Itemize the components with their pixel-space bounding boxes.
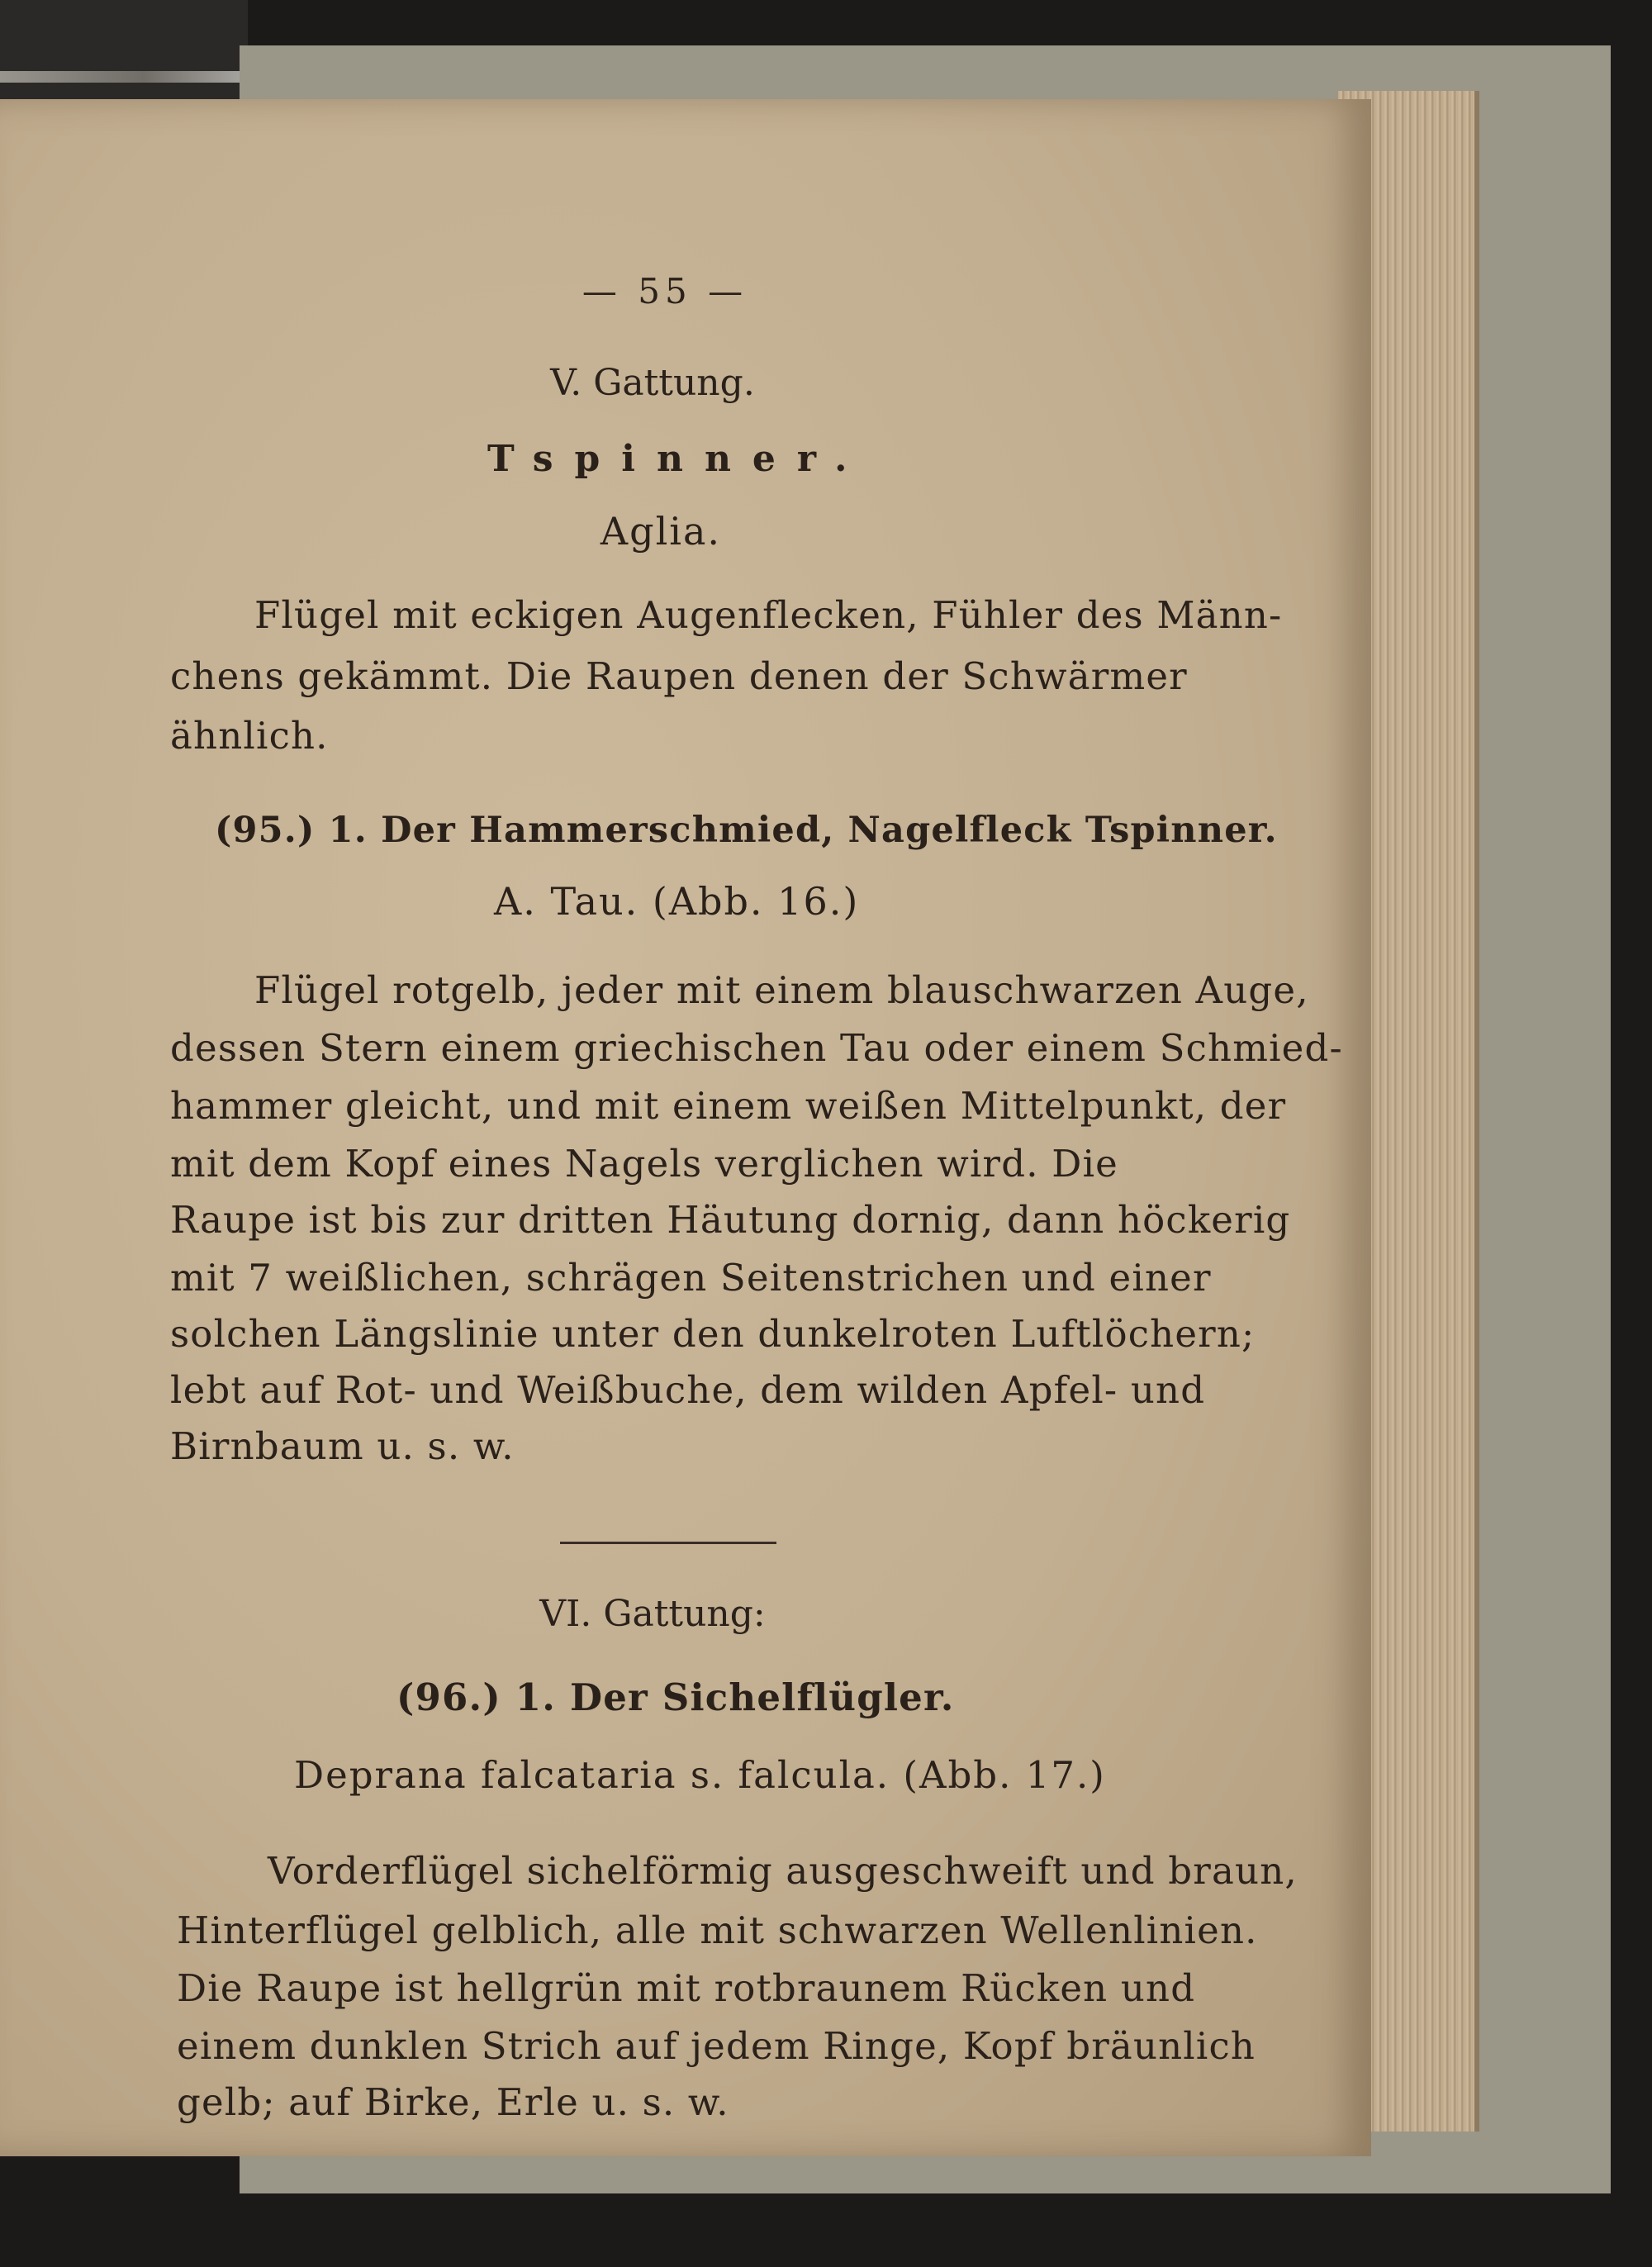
- genus-description-line: Flügel mit eckigen Augenflecken, Fühler des Männ-: [254, 593, 1283, 637]
- species-title: (96.) 1. Der Sichelflügler.: [396, 1675, 955, 1719]
- species-description-line: solchen Längslinie unter den dunkelroten Luftlöchern;: [170, 1312, 1256, 1356]
- scanner-strip: [0, 0, 248, 103]
- species-description-line: Vorderflügel sichelförmig ausgeschweift und braun,: [268, 1849, 1298, 1893]
- species-latin-name: A. Tau. (Abb. 16.): [494, 879, 860, 924]
- species-description-line: dessen Stern einem griechischen Tau oder einem Schmied-: [170, 1026, 1343, 1070]
- scanner-strip-line: [0, 71, 240, 83]
- book-page: [0, 99, 1371, 2156]
- species-description-line: Raupe ist bis zur dritten Häutung dornig, dann höckerig: [170, 1198, 1291, 1242]
- genus-heading: VI. Gattung:: [539, 1593, 766, 1635]
- species-description-line: Hinterflügel gelblich, alle mit schwarzen Wellenlinien.: [177, 1908, 1258, 1952]
- page-number: — 55 —: [582, 271, 748, 311]
- species-description-line: einem dunklen Strich auf jedem Ringe, Kopf bräunlich: [177, 2024, 1256, 2068]
- genus-latin-name: Aglia.: [600, 509, 722, 554]
- species-description-line: lebt auf Rot- und Weißbuche, dem wilden Apfel- und: [170, 1368, 1206, 1412]
- species-description-line: mit 7 weißlichen, schrägen Seitenstrichen und einer: [170, 1256, 1212, 1300]
- section-divider: [560, 1542, 776, 1544]
- species-description-line: Die Raupe ist hellgrün mit rotbraunem Rücken und: [177, 1966, 1196, 2010]
- species-description-line: Birnbaum u. s. w.: [170, 1424, 515, 1468]
- species-description-line: mit dem Kopf eines Nagels verglichen wird. Die: [170, 1142, 1118, 1186]
- species-description-line: Flügel rotgelb, jeder mit einem blauschwarzen Auge,: [254, 968, 1309, 1012]
- species-latin-name: Deprana falcataria s. falcula. (Abb. 17.): [294, 1753, 1106, 1797]
- genus-name: Tspinner.: [487, 438, 869, 480]
- genus-description-line: ähnlich.: [170, 714, 329, 758]
- species-description-line: hammer gleicht, und mit einem weißen Mittelpunkt, der: [170, 1084, 1287, 1128]
- species-description-line: gelb; auf Birke, Erle u. s. w.: [177, 2080, 729, 2124]
- genus-description-line: chens gekämmt. Die Raupen denen der Schwärmer: [170, 654, 1188, 698]
- genus-heading: V. Gattung.: [550, 362, 755, 404]
- species-title: (95.) 1. Der Hammerschmied, Nagelfleck Tspinner.: [215, 810, 1278, 851]
